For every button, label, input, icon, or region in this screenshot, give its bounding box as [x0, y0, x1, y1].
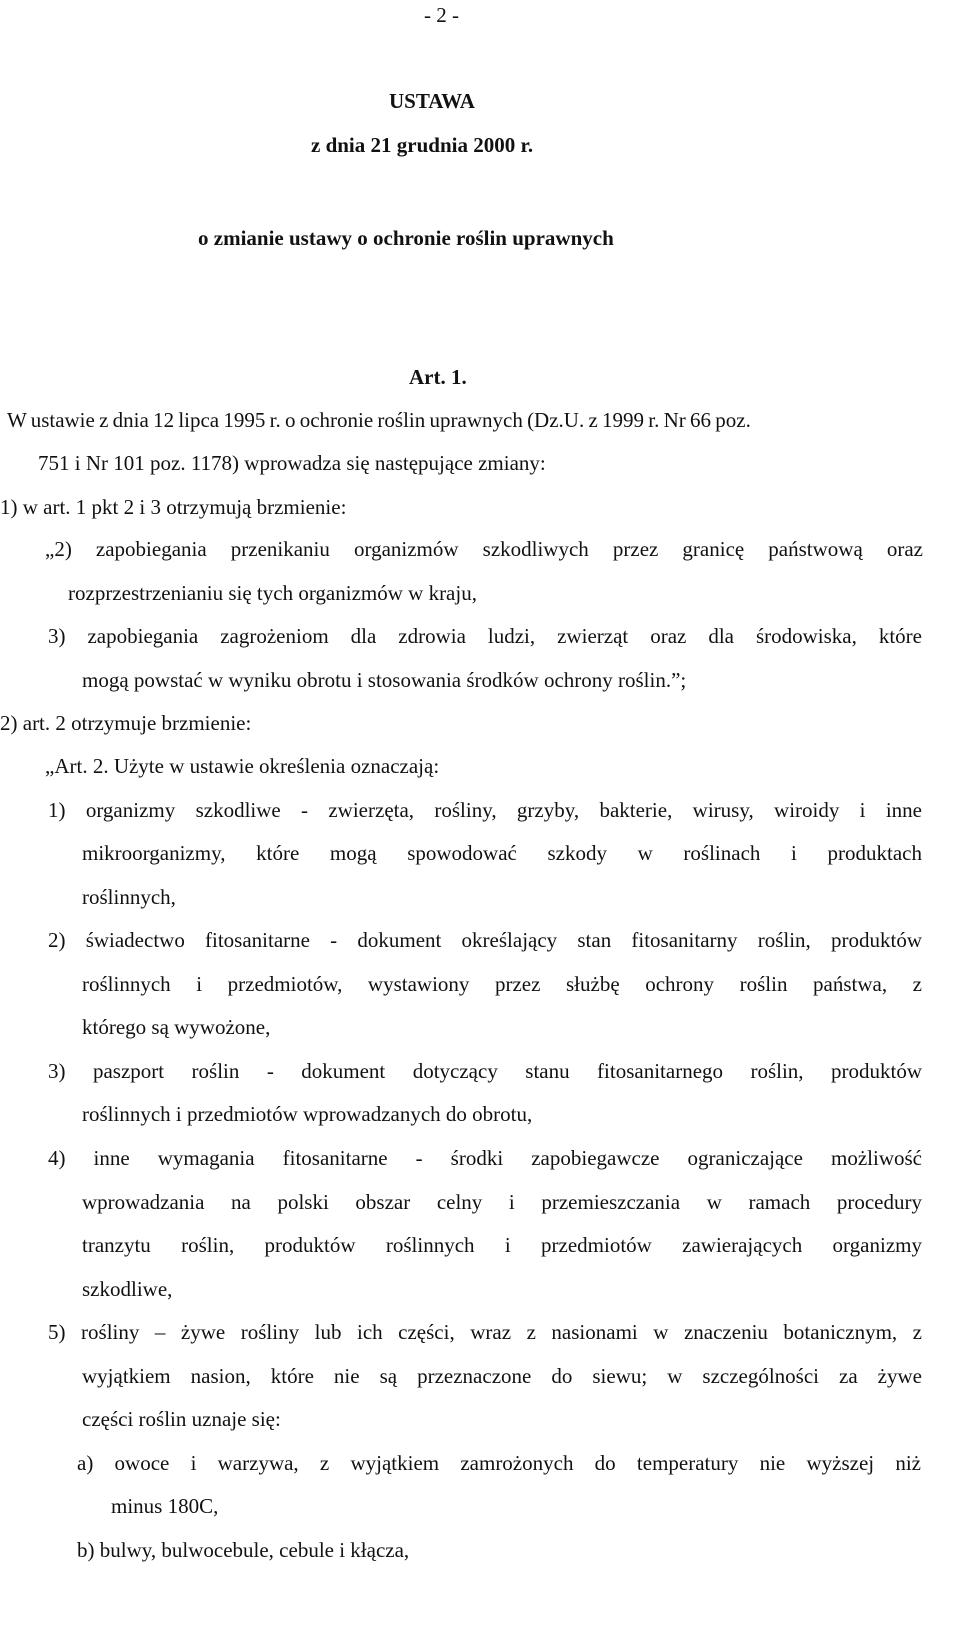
definition-2-line-2: roślinnych i przedmiotów, wystawiony przez służbę ochrony roślin państwa, z	[82, 972, 922, 996]
definition-4-line-3: tranzytu roślin, produktów roślinnych i przedmiotów zawierających organizmy	[82, 1233, 922, 1257]
change-1-point-2-line-2: rozprzestrzenianiu się tych organizmów w kraju,	[68, 581, 477, 605]
subitem-a-line-1: a) owoce i warzywa, z wyjątkiem zamrożonych do temperatury nie wyższej niż	[77, 1451, 921, 1475]
article-2-intro: „Art. 2. Użyte w ustawie określenia oznaczają:	[45, 754, 440, 778]
article-1-title: Art. 1.	[409, 365, 467, 389]
subitem-a-line-2: minus 180C,	[111, 1494, 219, 1518]
definition-3-line-1: 3) paszport roślin - dokument dotyczący stanu fitosanitarnego roślin, produktów	[48, 1059, 922, 1083]
change-1-header: 1) w art. 1 pkt 2 i 3 otrzymują brzmienie:	[0, 495, 347, 519]
subitem-b-line-1: b) bulwy, bulwocebule, cebule i kłącza,	[77, 1538, 410, 1562]
definition-5-line-2: wyjątkiem nasion, które nie są przeznaczone do siewu; w szczególności za żywe	[82, 1364, 922, 1388]
definition-1-line-2: mikroorganizmy, które mogą spowodować szkody w roślinach i produktach	[82, 841, 922, 865]
change-1-point-2-line-1: „2) zapobiegania przenikaniu organizmów szkodliwych przez granicę państwową oraz	[45, 537, 923, 561]
definition-4-line-1: 4) inne wymagania fitosanitarne - środki zapobiegawcze ograniczające możliwość	[48, 1146, 922, 1170]
definition-5-line-1: 5) rośliny – żywe rośliny lub ich części, wraz z nasionami w znaczeniu botanicznym, z	[48, 1320, 922, 1344]
page-number: - 2 -	[424, 3, 459, 27]
change-1-point-3-line-1: 3) zapobiegania zagrożeniom dla zdrowia ludzi, zwierząt oraz dla środowiska, które	[48, 624, 922, 648]
change-1-point-3-line-2: mogą powstać w wyniku obrotu i stosowania środków ochrony roślin.”;	[82, 668, 687, 692]
article-1-intro-line-1: W ustawie z dnia 12 lipca 1995 r. o ochronie roślin uprawnych (Dz.U. z 1999 r. Nr 66 poz.	[7, 408, 751, 432]
act-subject: o zmianie ustawy o ochronie roślin uprawnych	[198, 226, 614, 250]
act-type: USTAWA	[389, 89, 475, 113]
definition-2-line-3: którego są wywożone,	[82, 1015, 271, 1039]
definition-2-line-1: 2) świadectwo fitosanitarne - dokument określający stan fitosanitarny roślin, produktów	[48, 928, 922, 952]
definition-5-line-3: części roślin uznaje się:	[82, 1407, 281, 1431]
article-1-intro-line-2: 751 i Nr 101 poz. 1178) wprowadza się następujące zmiany:	[38, 451, 546, 475]
definition-4-line-2: wprowadzania na polski obszar celny i przemieszczania w ramach procedury	[82, 1190, 922, 1214]
act-date: z dnia 21 grudnia 2000 r.	[311, 133, 534, 157]
definition-1-line-1: 1) organizmy szkodliwe - zwierzęta, rośliny, grzyby, bakterie, wirusy, wiroidy i inne	[48, 798, 922, 822]
definition-3-line-2: roślinnych i przedmiotów wprowadzanych do obrotu,	[82, 1102, 533, 1126]
change-2-header: 2) art. 2 otrzymuje brzmienie:	[0, 711, 252, 735]
definition-1-line-3: roślinnych,	[82, 885, 176, 909]
definition-4-line-4: szkodliwe,	[82, 1277, 173, 1301]
